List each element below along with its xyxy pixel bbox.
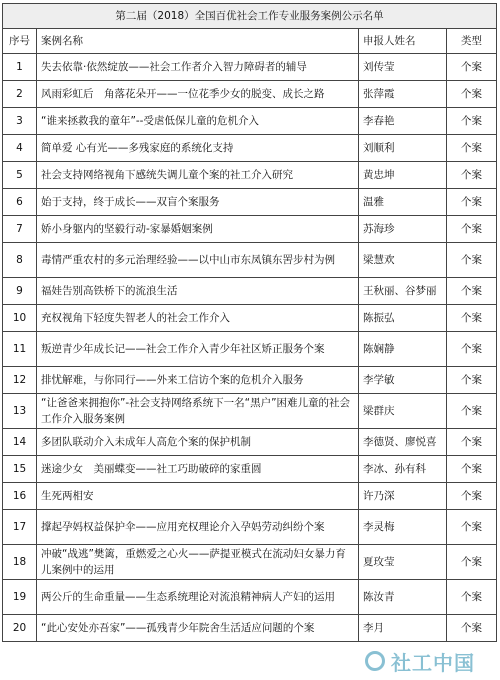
case-name: 毒情严重农村的多元治理经验——以中山市东凤镇东罟步村为例 [37, 243, 359, 278]
case-name: 福娃告别高铁桥下的流浪生活 [37, 278, 359, 305]
table-row [3, 54, 497, 81]
case-number: 14 [3, 429, 37, 456]
document-title: 第二届（2018）全国百优社会工作专业服务案例公示名单 [3, 4, 497, 29]
case-name: 充权视角下轻度失智老人的社会工作介入 [37, 305, 359, 332]
case-type: 个案 [447, 54, 497, 81]
case-type: 个案 [447, 216, 497, 243]
case-type: 个案 [447, 332, 497, 367]
case-name: 排忧解难，与你同行——外来工信访个案的危机介入服务 [37, 367, 359, 394]
case-type: 个案 [447, 429, 497, 456]
case-number: 9 [3, 278, 37, 305]
case-name: 迷途少女 美丽蝶变——社工巧助破碎的家重圆 [37, 456, 359, 483]
case-number: 5 [3, 162, 37, 189]
case-type: 个案 [447, 243, 497, 278]
table-row [3, 332, 497, 367]
case-number: 16 [3, 483, 37, 510]
table-row [3, 278, 497, 305]
case-name: 多团队联动介入未成年人高危个案的保护机制 [37, 429, 359, 456]
table-row [3, 216, 497, 243]
table-row [3, 510, 497, 545]
applicant-name: 黄忠坤 [359, 162, 447, 189]
case-name: 叛逆青少年成长记——社会工作介入青少年社区矫正服务个案 [37, 332, 359, 367]
applicant-name: 苏海珍 [359, 216, 447, 243]
case-number: 6 [3, 189, 37, 216]
case-type: 个案 [447, 456, 497, 483]
case-number: 4 [3, 135, 37, 162]
watermark-text: 社工中国 [391, 650, 475, 675]
case-name: 社会支持网络视角下感统失调儿童个案的社工介入研究 [37, 162, 359, 189]
header-no: 序号 [3, 29, 37, 54]
case-number: 15 [3, 456, 37, 483]
case-number: 17 [3, 510, 37, 545]
applicant-name: 梁群庆 [359, 394, 447, 429]
applicant-name: 李德贤、廖悦喜 [359, 429, 447, 456]
case-type: 个案 [447, 81, 497, 108]
header-row [3, 29, 497, 54]
table-row [3, 456, 497, 483]
case-type: 个案 [447, 545, 497, 580]
case-number: 2 [3, 81, 37, 108]
applicant-name: 陈汝青 [359, 580, 447, 615]
case-type: 个案 [447, 135, 497, 162]
case-number: 13 [3, 394, 37, 429]
case-name: 娇小身躯内的坚毅行动-家暴婚姻案例 [37, 216, 359, 243]
applicant-name: 张萍霞 [359, 81, 447, 108]
table-row [3, 81, 497, 108]
case-list-table [2, 3, 497, 642]
case-name: 始于支持，终于成长——双盲个案服务 [37, 189, 359, 216]
case-number: 1 [3, 54, 37, 81]
case-name: 简单爱 心有光——多残家庭的系统化支持 [37, 135, 359, 162]
case-name: 冲破“战逃”樊篱，重燃爱之心火——萨提亚模式在流动妇女暴力育儿案例中的运用 [37, 545, 359, 580]
applicant-name: 李学敏 [359, 367, 447, 394]
case-name: 撑起孕妈权益保护伞——应用充权理论介入孕妈劳动纠纷个案 [37, 510, 359, 545]
header-type: 类型 [447, 29, 497, 54]
applicant-name: 刘传莹 [359, 54, 447, 81]
header-applicant: 申报人姓名 [359, 29, 447, 54]
applicant-name: 温雅 [359, 189, 447, 216]
case-number: 3 [3, 108, 37, 135]
case-type: 个案 [447, 189, 497, 216]
table-row [3, 243, 497, 278]
case-name: 风雨彩虹后 角落花朵开——一位花季少女的脱变、成长之路 [37, 81, 359, 108]
table-row [3, 615, 497, 642]
case-type: 个案 [447, 162, 497, 189]
table-row [3, 305, 497, 332]
case-type: 个案 [447, 305, 497, 332]
case-name: “让爸爸来拥抱你”-社会支持网络系统下一名“黑户”困难儿童的社会工作介入服务案例 [37, 394, 359, 429]
table-row [3, 189, 497, 216]
applicant-name: 李冰、孙有科 [359, 456, 447, 483]
applicant-name: 梁慧欢 [359, 243, 447, 278]
case-number: 8 [3, 243, 37, 278]
case-name: 失去依靠·依然绽放——社会工作者介入智力障碍者的辅导 [37, 54, 359, 81]
case-type: 个案 [447, 483, 497, 510]
table-row [3, 394, 497, 429]
table-row [3, 580, 497, 615]
case-number: 11 [3, 332, 37, 367]
case-number: 19 [3, 580, 37, 615]
applicant-name: 陈娴静 [359, 332, 447, 367]
table-row [3, 429, 497, 456]
case-type: 个案 [447, 615, 497, 642]
case-type: 个案 [447, 580, 497, 615]
applicant-name: 夏玫莹 [359, 545, 447, 580]
case-number: 10 [3, 305, 37, 332]
table-row [3, 483, 497, 510]
applicant-name: 刘顺利 [359, 135, 447, 162]
case-name: “谁来拯救我的童年”--受虐低保儿童的危机介入 [37, 108, 359, 135]
applicant-name: 李灵梅 [359, 510, 447, 545]
case-number: 12 [3, 367, 37, 394]
table-row [3, 135, 497, 162]
table-row [3, 108, 497, 135]
case-name: 生死两相安 [37, 483, 359, 510]
header-case-name: 案例名称 [37, 29, 359, 54]
case-number: 7 [3, 216, 37, 243]
applicant-name: 陈振弘 [359, 305, 447, 332]
table-row [3, 367, 497, 394]
case-type: 个案 [447, 394, 497, 429]
swirl-logo-icon [365, 651, 385, 671]
case-name: “此心安处亦吾家”——孤残青少年院舍生活适应问题的个案 [37, 615, 359, 642]
table-row [3, 162, 497, 189]
title-row [3, 4, 497, 29]
table-row [3, 545, 497, 580]
applicant-name: 王秋丽、谷梦丽 [359, 278, 447, 305]
case-number: 20 [3, 615, 37, 642]
applicant-name: 李月 [359, 615, 447, 642]
case-type: 个案 [447, 367, 497, 394]
case-type: 个案 [447, 108, 497, 135]
applicant-name: 许乃深 [359, 483, 447, 510]
case-name: 两公斤的生命重量——生态系统理论对流浪精神病人产妇的运用 [37, 580, 359, 615]
case-type: 个案 [447, 278, 497, 305]
applicant-name: 李春艳 [359, 108, 447, 135]
case-type: 个案 [447, 510, 497, 545]
watermark [350, 644, 490, 678]
case-number: 18 [3, 545, 37, 580]
